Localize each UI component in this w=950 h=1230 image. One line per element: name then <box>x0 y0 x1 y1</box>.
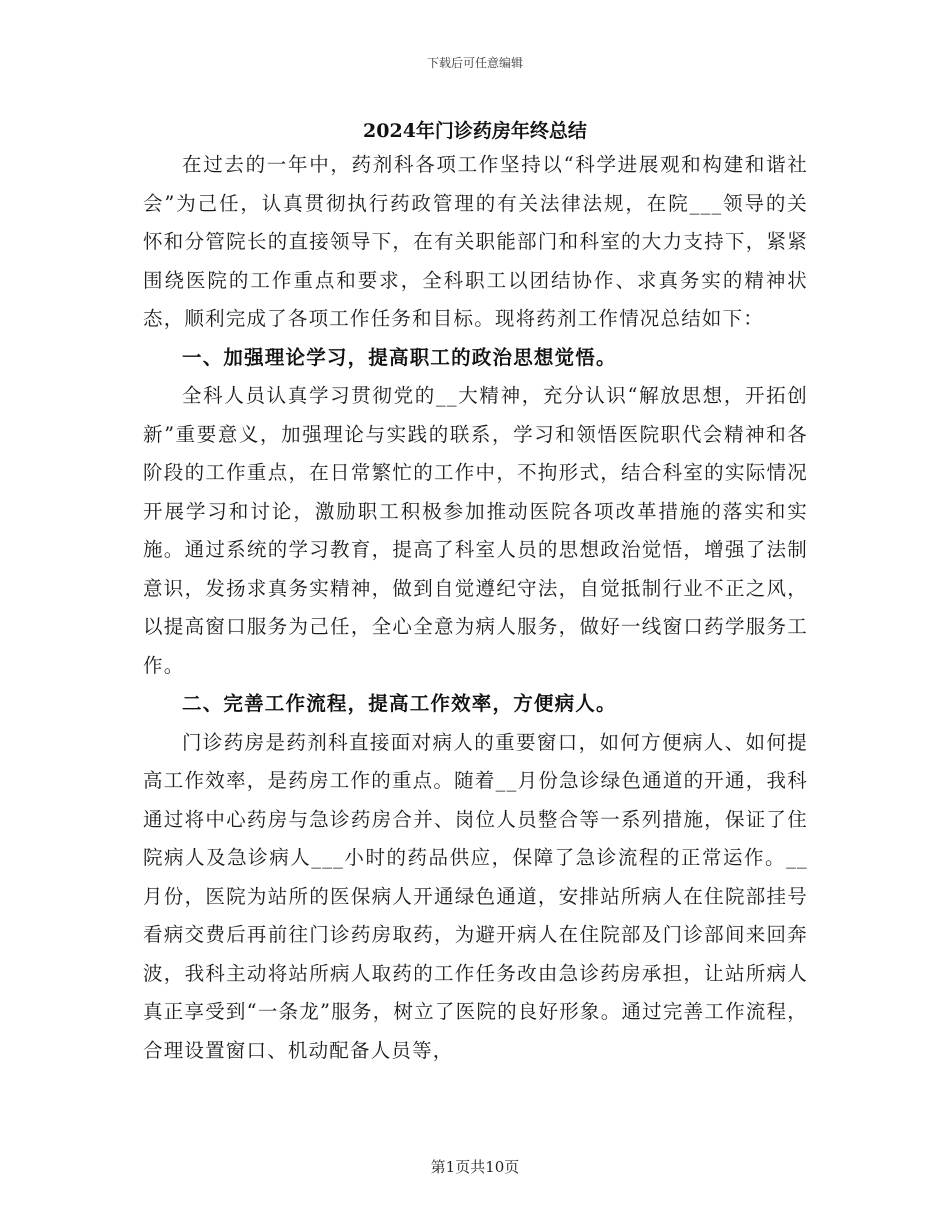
intro-paragraph: 在过去的一年中，药剂科各项工作坚持以“科学进展观和构建和谐社会”为己任，认真贯彻执行药政管理的有关法律法规，在院___领导的关怀和分管院长的直接领导下，在有关职能部门和科室的大力支持下，紧紧围绕医院的工作重点和要求，全科职工以团结协作、求真务实的精神状态，顺利完成了各项工作任务和目标。现将药剂工作情况总结如下： <box>143 153 808 330</box>
section-2-paragraph: 门诊药房是药剂科直接面对病人的重要窗口，如何方便病人、如何提高工作效率，是药房工作的重点。随着__月份急诊绿色通道的开通，我科通过将中心药房与急诊药房合并、岗位人员整合等一系列措施，保证了住院病人及急诊病人___小时的药品供应，保障了急诊流程的正常运作。__月份，医院为站所的医保病人开通绿色通道，安排站所病人在住院部挂号看病交费后再前往门诊药房取药，为避开病人在住院部及门诊部间来回奔波，我科主动将站所病人取药的工作任务改由急诊药房承担，让站所病人真正享受到“一条龙”服务，树立了医院的良好形象。通过完善工作流程，合理设置窗口、机动配备人员等， <box>143 730 808 1062</box>
section-heading-1: 一、加强理论学习，提高职工的政治思想觉悟。 <box>182 345 617 369</box>
section-heading-2: 二、完善工作流程，提高工作效率，方便病人。 <box>182 692 617 715</box>
document-body <box>143 146 808 1070</box>
header-note: 下载后可任意编辑 <box>426 56 523 70</box>
page-footer: 第1页共10页 <box>430 1158 520 1176</box>
document-title: 2024年门诊药房年终总结 <box>363 120 587 142</box>
section-1-paragraph: 全科人员认真学习贯彻党的__大精神，充分认识“解放思想，开拓创新”重要意义，加强理论与实践的联系，学习和领悟医院职代会精神和各阶段的工作重点，在日常繁忙的工作中，不拘形式，结合科室的实际情况开展学习和讨论，激励职工积极参加推动医院各项改革措施的落实和实施。通过系统的学习教育，提高了科室人员的思想政治觉悟，增强了法制意识，发扬求真务实精神，做到自觉遵纪守法，自觉抵制行业不正之风，以提高窗口服务为己任，全心全意为病人服务，做好一线窗口药学服务工作。 <box>143 384 808 677</box>
